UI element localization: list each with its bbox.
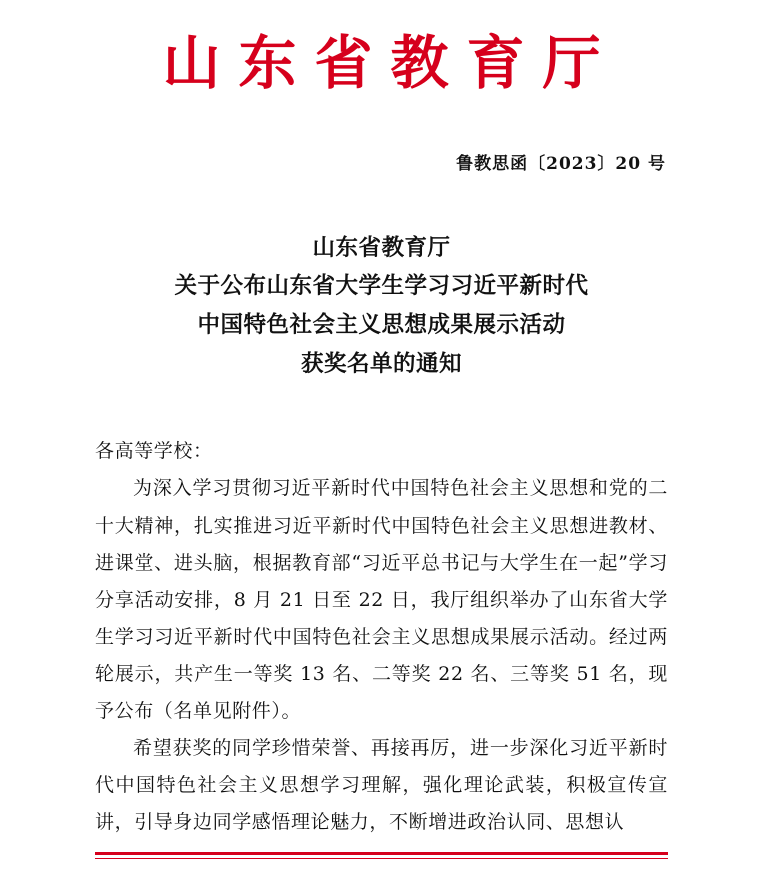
masthead bbox=[95, 0, 668, 97]
document-title bbox=[95, 229, 668, 384]
footer-divider bbox=[95, 852, 668, 859]
salutation: 各高等学校： bbox=[95, 440, 213, 463]
issuing-agency-title: 山东省教育厅 bbox=[162, 29, 619, 97]
title-line-3: 中国特色社会主义思想成果展示活动 bbox=[197, 312, 566, 339]
title-line-1: 山东省教育厅 bbox=[312, 234, 451, 261]
body-paragraph-2: 希望获奖的同学珍惜荣誉、再接再厉，进一步深化习近平新时代中国特色社会主义思想学习理解，强化理论武装，积极宣传宣讲，引导身边同学感悟理论魅力，不断增进政治认同、思想认 bbox=[95, 736, 668, 833]
footer-rule-thin bbox=[95, 858, 668, 859]
document-number: 鲁教思函〔2023〕20 号 bbox=[456, 153, 666, 174]
title-line-2: 关于公布山东省大学生学习习近平新时代 bbox=[174, 273, 589, 300]
title-line-4: 获奖名单的通知 bbox=[300, 350, 462, 377]
footer-rule-thick bbox=[95, 852, 668, 855]
body-paragraph-1: 为深入学习贯彻习近平新时代中国特色社会主义思想和党的二十大精神，扎实推进习近平新时代中国特色社会主义思想进教材、进课堂、进头脑，根据教育部“习近平总书记与大学生在一起”学习分享活动安排，8 月 21 日至 22 日，我厅组织举办了山东省大学生学习习近平新时代中国特色社会主义思想成果展示活动。经过两轮展示，共产生一等奖 13 名、二等奖 22 名、三等奖 51 名，现予公布（名单见附件）。 bbox=[95, 477, 668, 722]
